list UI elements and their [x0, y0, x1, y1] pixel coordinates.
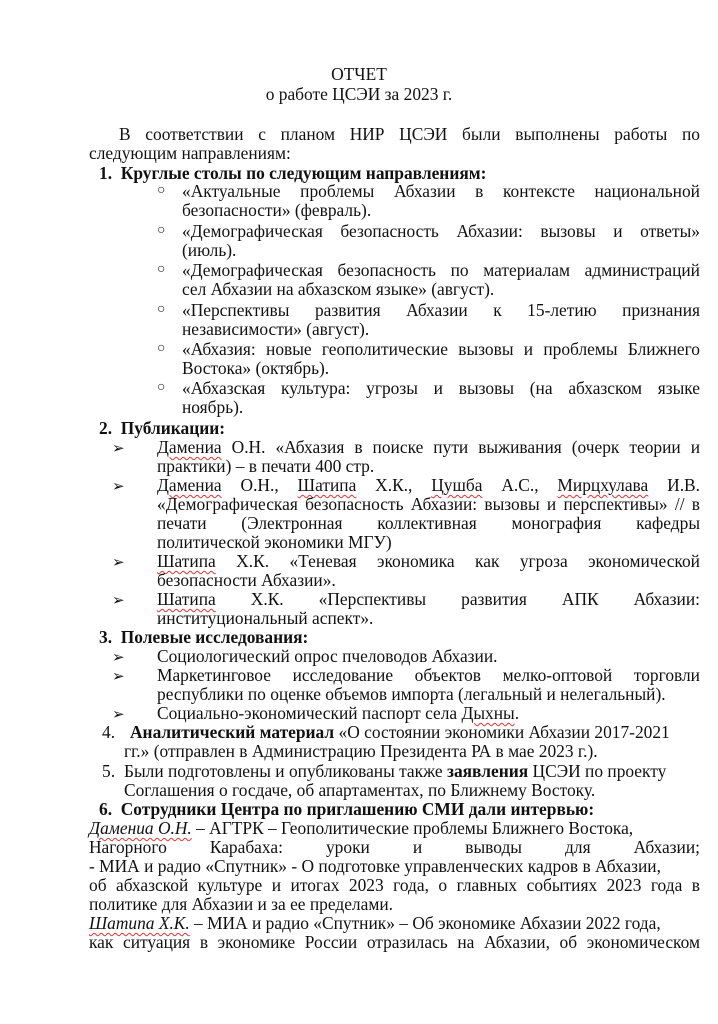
- round-table-item-cont: ноябрь).: [182, 397, 244, 417]
- section-6-title: Сотрудники Центра по приглашению СМИ дали интервью:: [120, 799, 595, 819]
- interview-2-line-1: [89, 913, 661, 933]
- arrow-bullet-icon: ➢: [112, 705, 125, 723]
- section-5-line-1: [124, 761, 666, 781]
- arrow-bullet-icon: ➢: [112, 591, 125, 609]
- intro-line-1: В соответствии с планом НИР ЦСЭИ были выполнены работы по: [119, 124, 700, 144]
- section-4-bold: Аналитический материал: [130, 722, 335, 742]
- report-subtitle: о работе ЦСЭИ за 2023 г.: [265, 84, 453, 104]
- section-4-rest: «О состоянии экономики Абхазии 2017-2021: [334, 722, 670, 742]
- publication-item: Дамениа О.Н., Шатипа Х.К., Цушба А.С., Мирцхулава И.В.: [157, 475, 700, 495]
- section-6-number: 6.: [99, 799, 113, 819]
- section-5-number: 5.: [102, 761, 116, 781]
- round-table-item: «Демографическая безопасность по материалам администраций: [182, 260, 700, 280]
- section-6-heading: [99, 799, 594, 819]
- section-5-post: ЦСЭИ по проекту: [528, 761, 667, 781]
- circle-bullet-icon: ○: [157, 380, 166, 395]
- round-table-item: «Абхазия: новые геополитические вызовы и проблемы Ближнего: [182, 339, 700, 359]
- section-4-line-2: гг.» (отправлен в Администрацию Президента РА в мае 2023 г.).: [124, 741, 598, 761]
- round-table-item: «Абхазская культура: угрозы и вызовы (на абхазском языке: [182, 378, 700, 398]
- section-5-pre: Были подготовлены и опубликованы также: [124, 761, 447, 781]
- interview-1-line-5: политике для Абхазии и за ее пределами.: [89, 894, 393, 914]
- circle-bullet-icon: ○: [157, 302, 166, 317]
- round-table-item: «Перспективы развития Абхазии к 15-летию признания: [182, 300, 700, 320]
- publication-item-cont: печати (Электронная коллективная монография кафедры: [157, 513, 700, 533]
- round-table-item: «Демографическая безопасность Абхазии: вызовы и ответы»: [182, 221, 700, 241]
- interview-text: – МИА и радио «Спутник» – Об экономике Абхазии 2022 года,: [189, 913, 661, 933]
- round-table-item-cont: безопасности» (февраль).: [182, 200, 372, 220]
- section-1-number: 1.: [99, 163, 113, 183]
- round-table-item-cont: независимости» (август).: [182, 319, 370, 339]
- publication-item-cont: практики) – в печати 400 стр.: [157, 456, 375, 476]
- section-2-heading: [99, 418, 225, 438]
- round-table-item: «Актуальные проблемы Абхазии в контексте национальной: [182, 181, 700, 201]
- arrow-bullet-icon: ➢: [112, 553, 125, 571]
- interview-1-line-3: - МИА и радио «Спутник» - О подготовке управленческих кадров в Абхазии,: [89, 856, 661, 876]
- round-table-item-cont: (июль).: [182, 240, 237, 260]
- publication-item-cont: «Демографическая безопасность Абхазии: вызовы и перспективы» // в: [157, 494, 700, 514]
- publication-item: Шатипа Х.К. «Перспективы развития АПК Абхазии:: [157, 589, 700, 609]
- interviewee-name: Шатипа Х.К.: [89, 913, 190, 933]
- publication-item-cont: институциональный аспект».: [157, 608, 374, 628]
- intro-line-2: следующим направлениям:: [89, 143, 291, 163]
- publication-item-cont: безопасности Абхазии».: [157, 570, 336, 590]
- section-2-number: 2.: [99, 418, 113, 438]
- section-3-heading: [99, 627, 308, 647]
- interview-1-line-4: об абхазской культуре и итогах 2023 года, о главных событиях 2023 года в: [89, 875, 700, 895]
- interviewee-name: Дамениа О.Н.: [89, 818, 192, 838]
- section-1-title: Круглые столы по следующим направлениям:: [120, 163, 487, 183]
- report-title: ОТЧЕТ: [331, 64, 387, 84]
- section-4-line-1: [130, 722, 670, 742]
- section-1-heading: [99, 163, 486, 183]
- interview-1-line-1: [89, 818, 700, 838]
- research-item-cont: республики по оценке объемов импорта (легальный и нелегальный).: [157, 684, 666, 704]
- publication-item: Дамениа О.Н. «Абхазия в поиске пути выживания (очерк теории и: [157, 437, 700, 457]
- interview-text: – АГТРК – Геополитические проблемы Ближнего Востока,: [191, 818, 634, 838]
- arrow-bullet-icon: ➢: [112, 648, 125, 666]
- arrow-bullet-icon: ➢: [112, 667, 125, 685]
- research-item: Социологический опрос пчеловодов Абхазии.: [157, 646, 498, 666]
- section-2-title: Публикации:: [120, 418, 226, 438]
- interview-1-line-2: Нагорного Карабаха: уроки и выводы для Абхазии;: [89, 837, 700, 857]
- section-5-line-2: Соглашения о госдаче, об апартаментах, по Ближнему Востоку.: [124, 780, 596, 800]
- circle-bullet-icon: ○: [157, 183, 166, 198]
- section-3-number: 3.: [99, 627, 113, 647]
- section-3-title: Полевые исследования:: [120, 627, 309, 647]
- interview-2-line-2: как ситуация в экономике России отразилась на Абхазии, об экономическом: [89, 932, 700, 952]
- circle-bullet-icon: ○: [157, 262, 166, 277]
- arrow-bullet-icon: ➢: [112, 439, 125, 457]
- arrow-bullet-icon: ➢: [112, 477, 125, 495]
- round-table-item-cont: Востока» (октябрь).: [182, 358, 330, 378]
- research-item: Маркетинговое исследование объектов мелко-оптовой торговли: [157, 665, 700, 685]
- round-table-item-cont: сел Абхазии на абхазском языке» (август).: [182, 279, 495, 299]
- circle-bullet-icon: ○: [157, 341, 166, 356]
- section-4-number: 4.: [102, 722, 116, 742]
- circle-bullet-icon: ○: [157, 223, 166, 238]
- publication-item: Шатипа Х.К. «Теневая экономика как угроза экономической: [157, 551, 700, 571]
- publication-item-cont: политической экономики МГУ): [157, 532, 392, 552]
- section-5-bold: заявления: [446, 761, 529, 781]
- research-item: Социально-экономический паспорт села Дыхны.: [157, 703, 520, 723]
